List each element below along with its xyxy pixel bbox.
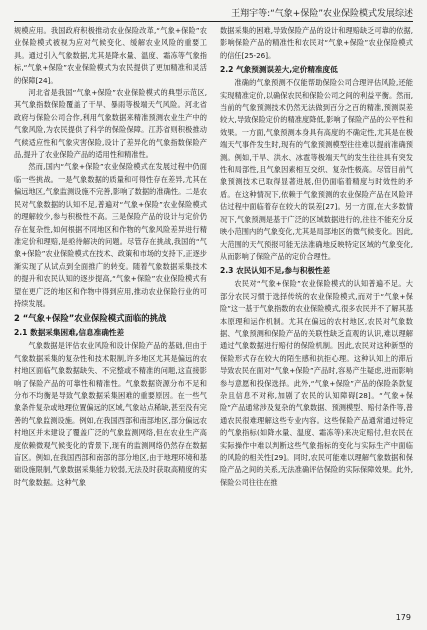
page-number: 179 [395, 613, 411, 622]
body-paragraph: 气象数据是评估农业风险和设计保险产品的基础,但由于气象数据采集的复杂性和技术限制,许多地区尤其是偏远的农村地区面临气象数据缺失、不完整或不精准的问题,这直接影响了保险产品的可靠性和精准性。气象数据资源分布不足和分布不均衡是导致气象数据采集困难的重要原因。在一些气象条件复杂或地理位置偏远的区域,气象站点稀缺,甚至没有完善的气象监测设施。例如,在我国西部和南部地区,部分偏远农村地区并未建设了覆盖广泛的气象监测网络,但在农业生产高度依赖微观气候变化的背景下,现有的监测网络仍然存在数据盲区。例如,在我国西部和南部的部分地区,由于地理环境和基础设施限制,气象数据采集能力较弱,无法及时获取高精度的实时气象数据。这种气象 [14, 341, 207, 487]
body-paragraph: 农民对“气象+保险”农业保险模式的认知普遍不足。大部分农民习惯于选择传统的农业保险模式,而对于“气象+保险”这一基于气象指数的农业保险模式,很多农民并不了解其基本原理和运作机制。尤其在偏远的农村地区,农民对气象数据、气象预测和保险产品的关联性缺乏直观的认识,难以理解通过气象数据进行赔付的保险机制。因此,农民对这种新型的保险形式存在较大的陌生感和抗拒心理。这种认知上的滞后导致农民在面对“气象+保险”产品时,容易产生疑虑,进而影响参与意愿和投保选择。此外,“气象+保险”产品的保险条款复杂且信息不对称,加剧了农民的认知障碍[28]。“气象+保险”产品通常涉及复杂的气象数据、预测模型、赔付条件等,普通农民很难理解这些专业内容。这些保险产品通常通过特定的气象指标(如降水量、温度、霜冻等)来决定赔付,但农民在实际操作中难以判断这些气象指标的变化与实际生产中面临的风险的相关性[29]。同时,农民可能难以理解气象数据和保险产品之间的关系,无法准确评估保险的实际保障效果。此外,保险公司往往在推 [220, 279, 413, 487]
subsection-heading: 2.3 农民认知不足,参与积极性差 [220, 266, 331, 276]
body-paragraph: 规模应用。我国政府积极推动农业保险改革,“气象+保险”农业保险模式被视为应对气候变化、缓解农业风险的重要工具。通过引入气象数据,尤其是降水量、温度、霜冻等气象指标,“气象+保险”农业保险模式为农民提供了更加精准和灵活的保障[24]。 [14, 26, 207, 85]
running-header: 王翔宇等:“气象+保险”农业保险模式发展综述 [231, 9, 413, 19]
body-paragraph: 然而,国内“气象+保险”农业保险模式在发展过程中仍面临一些挑战。一是气象数据的质量和可得性存在差异,尤其在偏远地区,气象监测设施不完善,影响了数据的准确性。二是农民对气象数据的认知不足,普遍对“气象+保险”农业保险模式的理解较少,参与积极性不高。三是保险产品的设计与定价仍存在复杂性,如何根据不同地区和作物的气象风险差异进行精准定价和理赔,是亟待解决的问题。尽管存在挑战,我国的“气象+保险”农业保险模式在技术、政策和市场的支持下,正逐步渐实现了从试点到全面推广的转变。随着气象数据采集技术的提升和农民认知的逐步提高,“气象+保险”农业保险模式有望在更广泛的地区和作物中得到应用,推动农业保险行业的可持续发展。 [14, 162, 207, 308]
section-heading: 2 “气象+保险”农业保险模式面临的挑战 [14, 313, 167, 324]
subsection-heading: 2.1 数据采集困难,信息准确性差 [14, 328, 125, 338]
body-paragraph: 准确的气象预测不仅能帮助保险公司合理评估风险,还能实现精准定价,以确保农民和保险公司之间的利益平衡。然而,当前的气象预测技术仍然无法做到百分之百的精准,预测误差较大,导致保险定价的精准度降低,影响了保险产品的公平性和效果。一方面,气象预测本身具有高度的不确定性,尤其是在极端天气事件发生时,现有的气象预测模型往往难以提前准确预测。例如,干旱、洪水、冰雹等极端天气的发生往往具有突发性和局部性,且气象因素相互交织、复杂性极高。尽管目前气象预测技术已取得显著进展,但仍面临着精度与时效性的矛盾。在这种情况下,依赖于气象预测的农业保险产品在风险评估过程中面临着存在较大的误差[27]。另一方面,在大多数情况下,气象预测是基于广泛的区域数据进行的,往往不能充分反映小范围内的气象变化,尤其是局部地区的微气候变化。因此,大范围的天气预报可能无法准确地反映特定区域的气象变化,从而影响了保险产品的定价合理性。 [220, 78, 413, 261]
subsection-heading: 2.2 气象预测误差大,定价精准度低 [220, 65, 338, 75]
body-paragraph: 数据采集的困难,导致保险产品的设计和理赔缺乏可靠的依据,影响保险产品的精准性和农民对“气象+保险”农业保险模式的信任[25-26]。 [220, 26, 413, 60]
header-rule [14, 21, 413, 22]
body-paragraph: 河北省是我国“气象+保险”农业保险模式的典型示范区,其气象指数保险覆盖了干旱、暴雨等极端天气风险。河北省政府与保险公司合作,利用气象数据来精准预测农业生产中的气象风险,为农民提供了科学的保险保障。江苏省则积极推动气候适应性和气象灾害保险,设计了差异化的气象指数保险产品,提升了农业保险产品的适用性和精准性。 [14, 88, 207, 160]
left-column [14, 25, 207, 605]
right-column [220, 25, 413, 605]
